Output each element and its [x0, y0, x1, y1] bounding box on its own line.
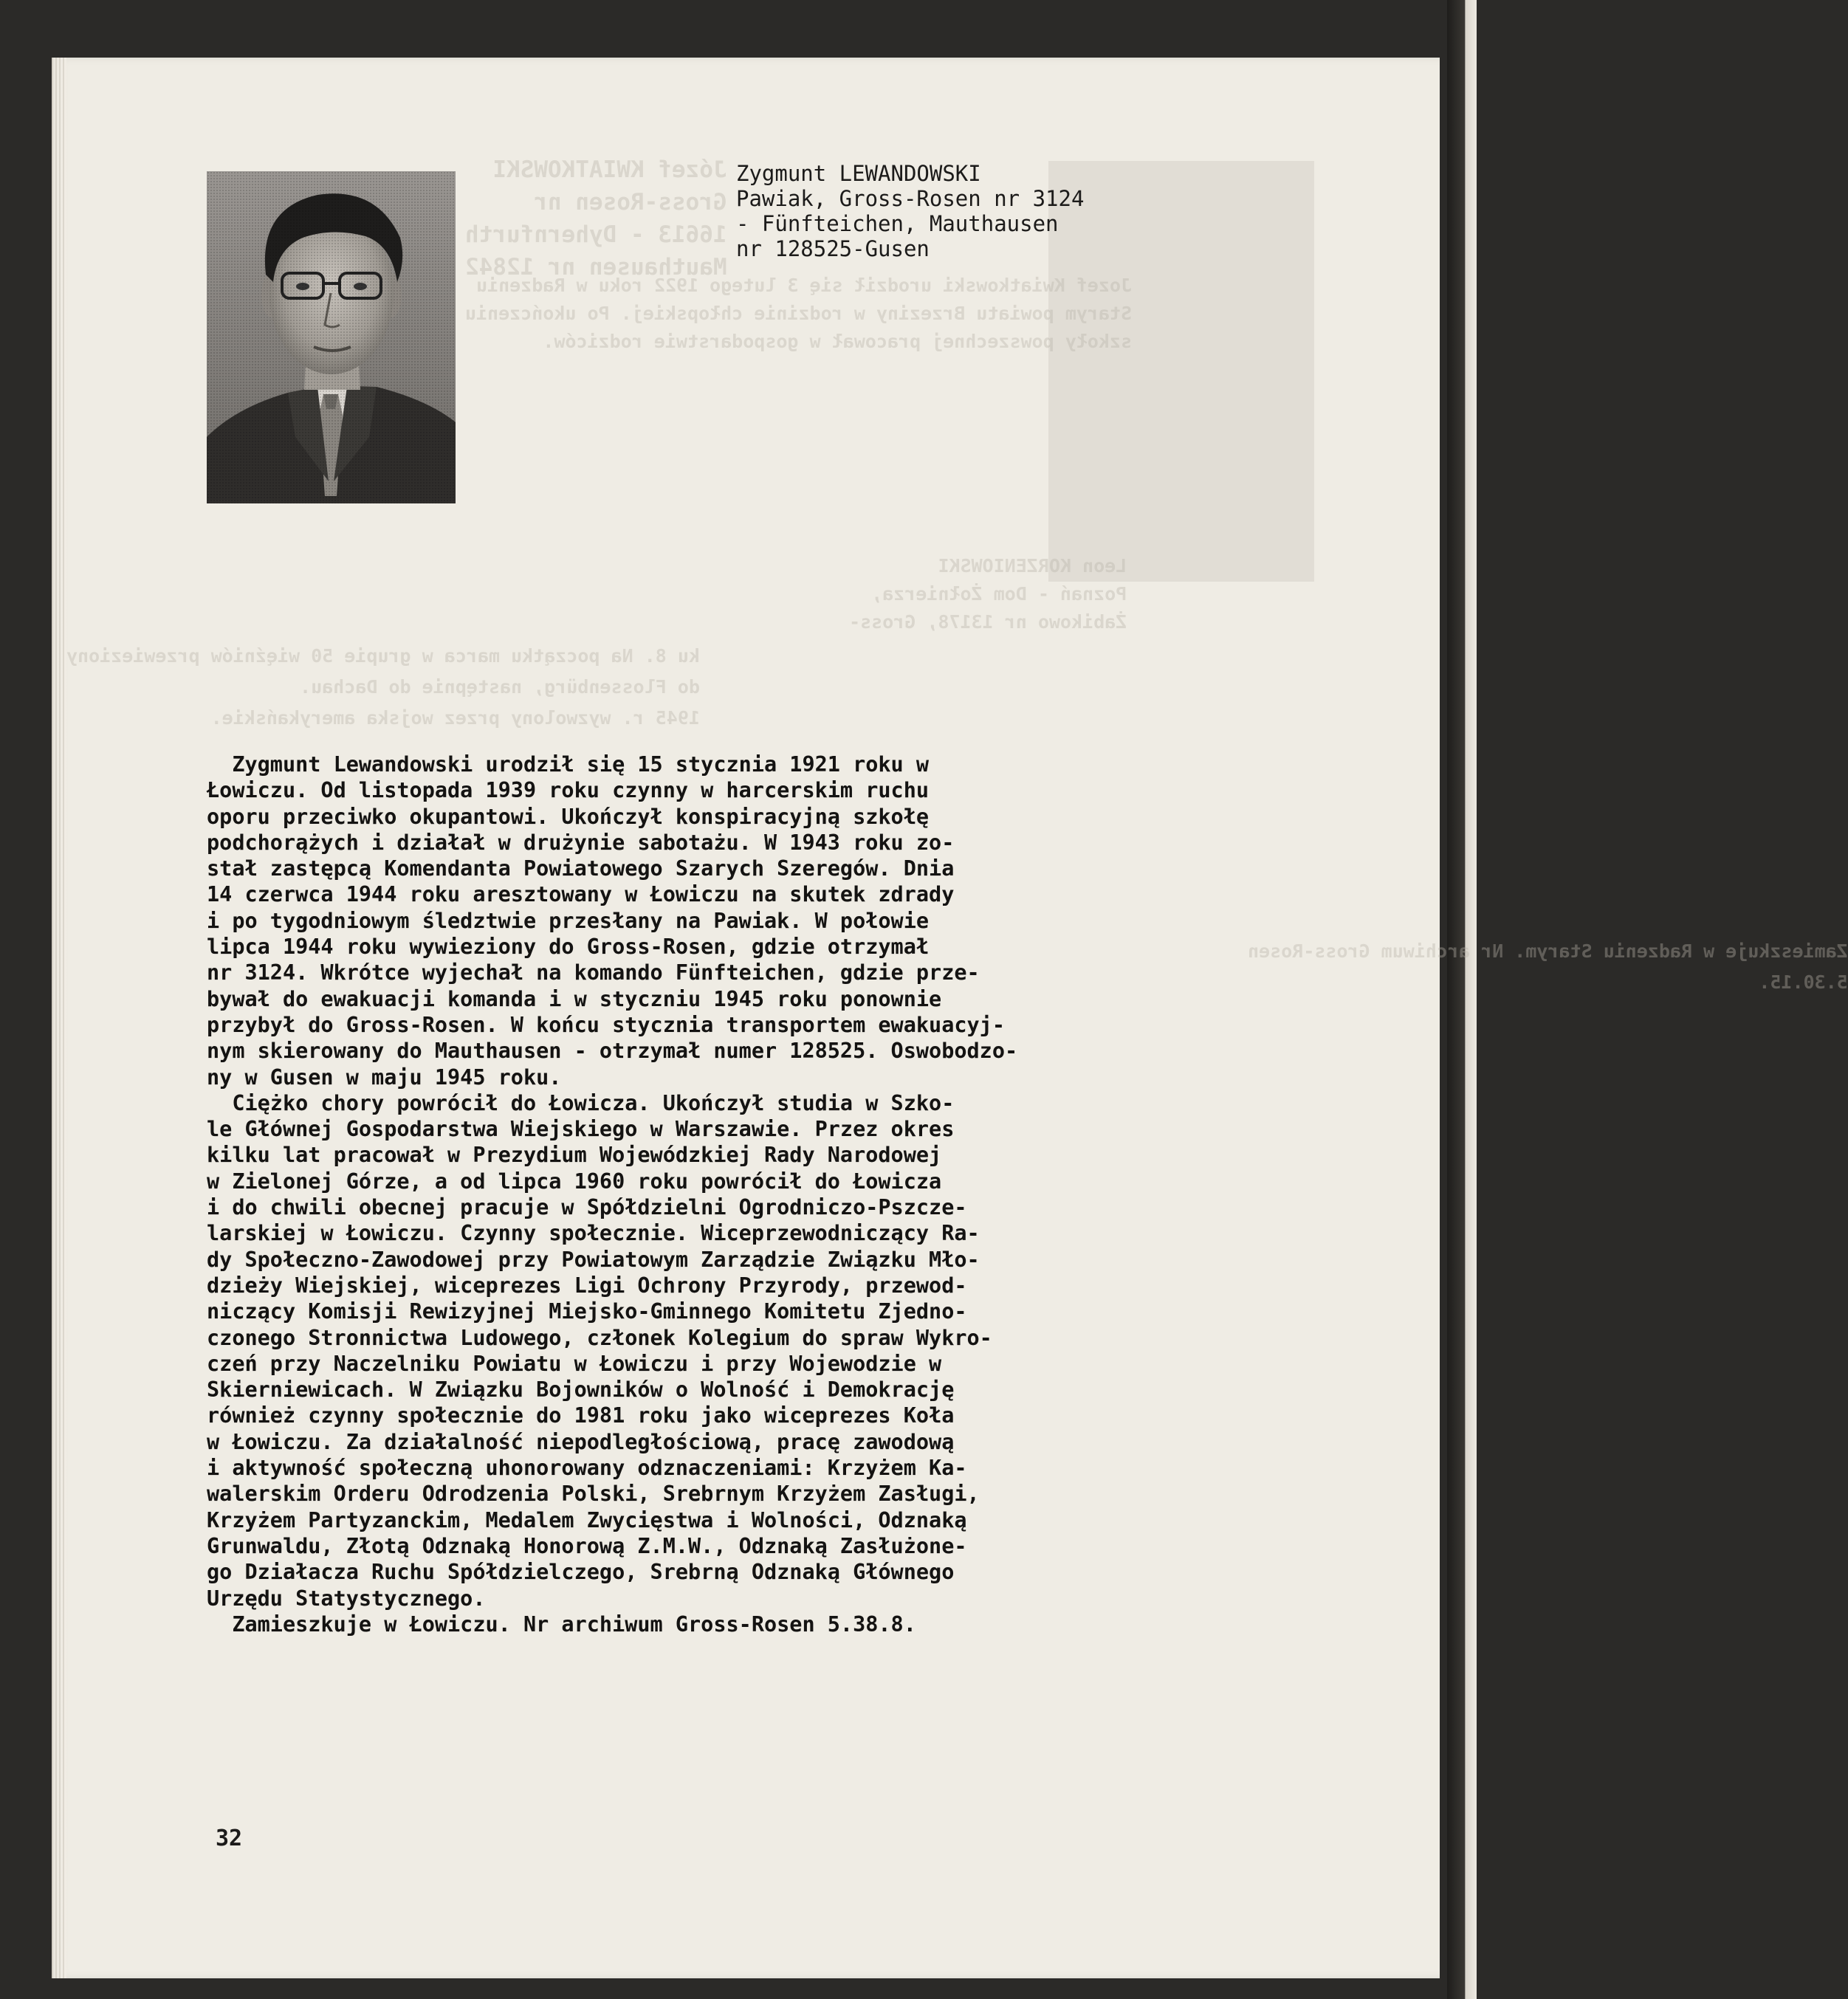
bleed-through-text: Jozef Kwiatkowski urodził się 3 lutego 1922 roku w Radzeniu Starym powiatu Brzeziny w rodzinie chłopskiej. Po ukończeniu szkoły powszechnej pracował w gospodarstwie rodziców. [465, 275, 1133, 352]
text-line: bywał do ewakuacji komanda i w styczniu 1945 roku ponownie [207, 986, 942, 1011]
text-line: przybył do Gross-Rosen. W końcu stycznia transportem ewakuacyj- [207, 1012, 1005, 1037]
text-line: nym skierowany do Mauthausen - otrzymał numer 128525. Oswobodzo- [207, 1039, 1018, 1064]
page-number: 32 [216, 1826, 243, 1851]
portrait-photo [207, 171, 456, 503]
caption-line: - Fünfteichen, Mauthausen [736, 211, 1059, 236]
text-line: czeń przy Naczelniku Powiatu w Łowiczu i przy Wojewodzie w [207, 1351, 942, 1376]
text-line: w Zielonej Górze, a od lipca 1960 roku powrócił do Łowicza [207, 1169, 942, 1194]
text-line: kilku lat pracował w Prezydium Wojewódzkiej Rady Narodowej [207, 1143, 942, 1168]
text-line: go Działacza Ruchu Spółdzielczego, Srebrną Odznaką Głównego [207, 1560, 955, 1585]
text-line: i do chwili obecnej pracuje w Spółdzielni Ogrodniczo-Pszcze- [207, 1195, 967, 1220]
text-line: i po tygodniowym śledztwie przesłany na Pawiak. W połowie [207, 908, 930, 933]
person-caption [736, 161, 1297, 261]
bleed-through-text: Józef KWIATKOWSKI Gross-Rosen nr 16613 - Dyhernfurth Mauthausen nr 12842 [465, 156, 727, 281]
page-binding-edge [52, 58, 66, 1978]
text-line: Grunwaldu, Złotą Odznaką Honorową Z.M.W., Odznaką Zasłużone- [207, 1533, 967, 1558]
text-line: Skierniewicach. W Związku Bojowników o Wolność i Demokrację [207, 1377, 955, 1403]
bleed-through-text: Leon KORZENIOWSKI Poznań - Dom Żołnierza, Żabikowo nr 13178, Gross- [849, 555, 1127, 633]
text-line: ny w Gusen w maju 1945 roku. [207, 1064, 562, 1090]
text-line: Krzyżem Partyzanckim, Medalem Zwycięstwa i Wolności, Odznaką [207, 1507, 967, 1532]
caption-line: Pawiak, Gross-Rosen nr 3124 [736, 186, 1085, 211]
text-line: oporu przeciwko okupantowi. Ukończył konspiracyjną szkołę [207, 804, 930, 829]
text-line: Zygmunt Lewandowski urodził się 15 stycznia 1921 roku w [207, 752, 930, 777]
text-line: czonego Stronnictwa Ludowego, członek Kolegium do spraw Wykro- [207, 1325, 992, 1350]
adjacent-page-edge [1447, 0, 1477, 1999]
text-line: i aktywność społeczną uhonorowany odznaczeniami: Krzyżem Ka- [207, 1456, 967, 1481]
text-line: Łowiczu. Od listopada 1939 roku czynny w harcerskim ruchu [207, 778, 930, 803]
biography-text [207, 751, 1329, 1637]
document-page [52, 58, 1848, 1978]
bleed-through-text: ku 8. Na początku marca w grupie 50 więźniów przewieziony do Flossenbürg, następnie do Dachau. 1945 r. wyzwolony przez wojska amerykańskie. [66, 645, 700, 729]
text-line: walerskim Orderu Odrodzenia Polski, Srebrnym Krzyżem Zasługi, [207, 1482, 980, 1507]
caption-name: Zygmunt LEWANDOWSKI [736, 161, 981, 186]
text-line: Zamieszkuje w Łowiczu. Nr archiwum Gross-Rosen 5.38.8. [207, 1611, 916, 1637]
text-line: niczący Komisji Rewizyjnej Miejsko-Gminnego Komitetu Zjedno- [207, 1299, 967, 1324]
text-line: Ciężko chory powrócił do Łowicza. Ukończył studia w Szko- [207, 1090, 955, 1115]
text-line: dzieży Wiejskiej, wiceprezes Ligi Ochrony Przyrody, przewod- [207, 1273, 967, 1298]
text-line: również czynny społecznie do 1981 roku jako wiceprezes Koła [207, 1403, 955, 1428]
bleed-through-text: Zamieszkuje w Radzeniu Starym. Nr archiwum Gross-Rosen 5.30.15. [1248, 940, 1848, 993]
text-line: larskiej w Łowiczu. Czynny społecznie. Wiceprzewodniczący Ra- [207, 1221, 980, 1246]
text-line: lipca 1944 roku wywieziony do Gross-Rosen, gdzie otrzymał [207, 935, 930, 960]
text-line: Urzędu Statystycznego. [207, 1586, 486, 1611]
text-line: 14 czerwca 1944 roku aresztowany w Łowiczu na skutek zdrady [207, 882, 955, 907]
text-line: nr 3124. Wkrótce wyjechał na komando Fünfteichen, gdzie prze- [207, 960, 980, 985]
text-line: stał zastępcą Komendanta Powiatowego Szarych Szeregów. Dnia [207, 856, 955, 881]
text-line: dy Społeczno-Zawodowej przy Powiatowym Zarządzie Związku Mło- [207, 1247, 980, 1272]
text-line: podchorążych i działał w drużynie sabotażu. W 1943 roku zo- [207, 830, 955, 855]
text-line: le Głównej Gospodarstwa Wiejskiego w Warszawie. Przez okres [207, 1117, 955, 1142]
text-line: w Łowiczu. Za działalność niepodległościową, pracę zawodową [207, 1429, 955, 1454]
caption-line: nr 128525-Gusen [736, 236, 930, 261]
